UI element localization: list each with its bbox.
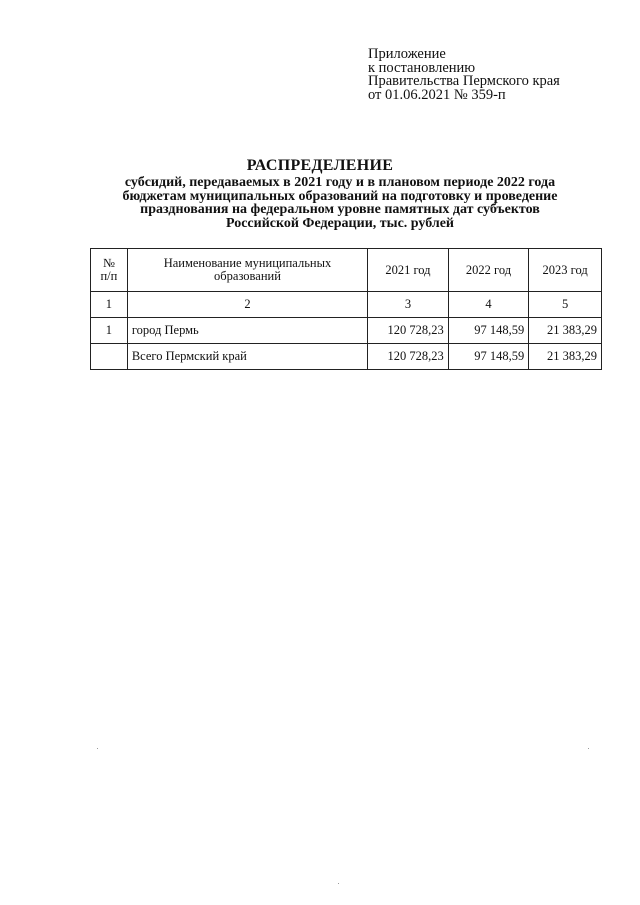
header-name-line-2: образований — [214, 269, 281, 283]
row-value-2022: 97 148,59 — [448, 344, 529, 370]
appendix-line-1: Приложение — [368, 46, 446, 62]
header-year-2022: 2022 год — [448, 249, 529, 292]
subtitle-line-2: бюджетам муниципальных образований на подготовку и проведение — [122, 188, 558, 204]
header-year-2021: 2021 год — [368, 249, 449, 292]
column-number: 1 — [91, 292, 128, 318]
row-name: Всего Пермский край — [127, 344, 367, 370]
row-value-2023: 21 383,29 — [529, 344, 602, 370]
appendix-line-3: Правительства Пермского края — [368, 73, 560, 89]
table-header-row — [91, 249, 602, 292]
column-number: 4 — [448, 292, 529, 318]
header-name — [127, 249, 367, 292]
appendix-line-2: к постановлению — [368, 59, 476, 76]
row-value-2021: 120 728,23 — [368, 318, 449, 344]
scan-speck — [97, 748, 98, 749]
header-name-line-1: Наименование муниципальных — [163, 256, 332, 270]
subtitle-line-4: Российской Федерации, тыс. рублей — [226, 215, 454, 231]
header-number-line-1: № — [102, 256, 115, 270]
row-value-2023: 21 383,29 — [529, 318, 602, 344]
scan-speck — [338, 883, 339, 884]
document-title: РАСПРЕДЕЛЕНИЕ — [246, 157, 394, 174]
header-number-line-2: п/п — [100, 269, 118, 283]
subtitle-line-3: празднования на федеральном уровне памятных дат субъектов — [140, 202, 540, 217]
row-value-2021: 120 728,23 — [368, 344, 449, 370]
row-value-2022: 97 148,59 — [448, 318, 529, 344]
row-number: 1 — [91, 318, 128, 344]
distribution-table — [90, 248, 602, 370]
appendix-block — [368, 48, 618, 102]
column-number-row — [91, 292, 602, 318]
document-subtitle — [90, 176, 590, 230]
header-number — [91, 249, 128, 292]
column-number: 2 — [127, 292, 367, 318]
column-number: 3 — [368, 292, 449, 318]
appendix-line-4: от 01.06.2021 № 359-п — [368, 86, 506, 103]
header-year-2023: 2023 год — [529, 249, 602, 292]
row-number — [91, 344, 128, 370]
column-number: 5 — [529, 292, 602, 318]
scan-speck — [588, 748, 589, 749]
table-row — [91, 318, 602, 344]
subtitle-line-1: субсидий, передаваемых в 2021 году и в плановом периоде 2022 года — [124, 175, 556, 190]
table-row-total — [91, 344, 602, 370]
row-name: город Пермь — [127, 318, 367, 344]
